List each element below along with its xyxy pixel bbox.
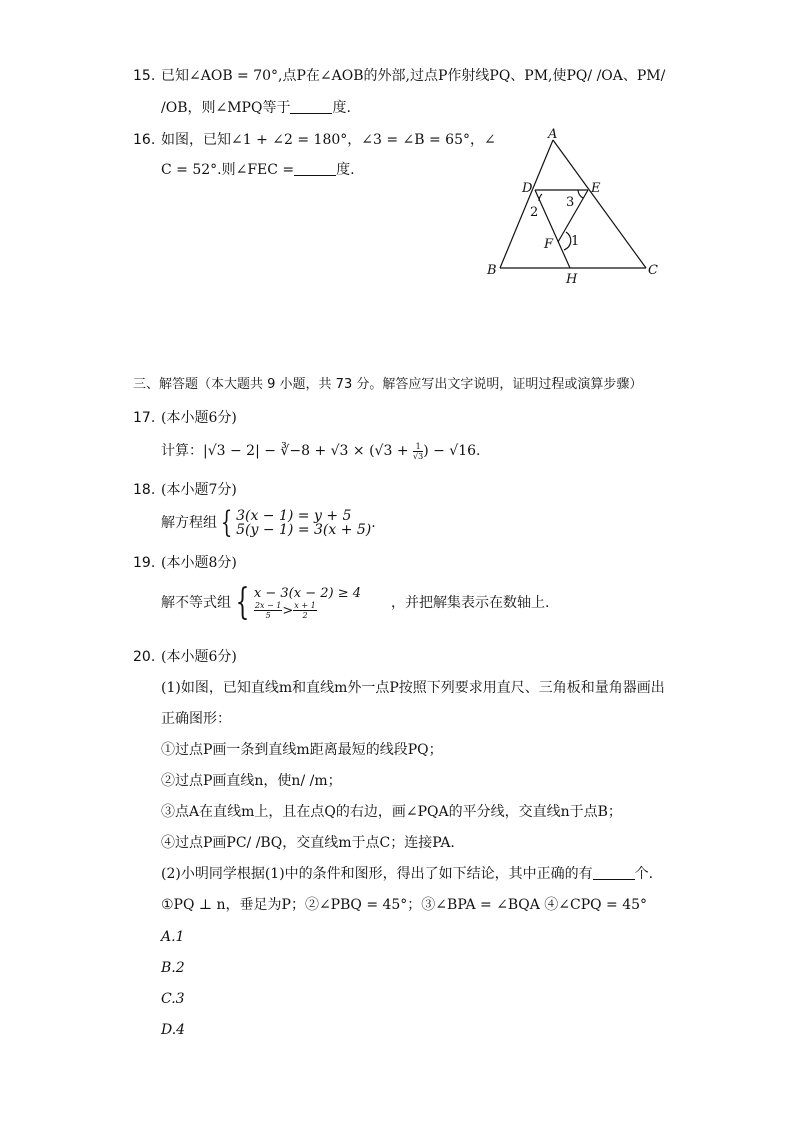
equation-2: 5(y − 1) = 3(x + 5) xyxy=(236,522,372,538)
question-20-part2 xyxy=(161,864,653,884)
fraction-2-numerator: x + 1 xyxy=(294,600,316,610)
question-19-label: 解不等式组 xyxy=(161,595,231,611)
step-3: ③点A在直线m上，且在点Q的右边，画∠PQA的平分线，交直线n于点B； xyxy=(161,804,622,820)
question-20-number: 20. xyxy=(133,649,156,665)
inequality-1: x − 3(x − 2) ≥ 4 xyxy=(253,585,361,601)
question-15-text: /OB，则∠MPQ等于 xyxy=(161,100,291,116)
equation-system xyxy=(236,509,371,537)
label-c: C xyxy=(648,263,658,278)
question-18-label: 解方程组 xyxy=(161,515,217,531)
question-20-score: (本小题6分) xyxy=(161,649,237,665)
question-16-line-1: 如图，已知∠1 + ∠2 = 180°，∠3 = ∠B = 65°，∠ xyxy=(161,132,496,148)
option-b[interactable]: B.2 xyxy=(161,960,185,976)
step-2: ②过点P画直线n，使n/ /m； xyxy=(161,773,342,789)
label-b: B xyxy=(487,263,497,278)
label-angle-2: 2 xyxy=(530,205,539,220)
label-angle-1: 1 xyxy=(571,234,580,249)
question-17-number: 17. xyxy=(133,410,156,426)
answer-blank xyxy=(290,99,332,114)
angle-2-arc xyxy=(539,194,542,201)
question-17-expression xyxy=(161,441,480,461)
question-18-end: . xyxy=(371,515,376,531)
brace: { xyxy=(220,505,233,540)
fraction-2-denominator: 2 xyxy=(302,610,308,620)
question-15-number: 15. xyxy=(133,68,156,84)
step-1: ①过点P画一条到直线m距离最短的线段PQ； xyxy=(161,742,443,758)
question-18-system xyxy=(161,505,376,540)
relation: > xyxy=(282,603,294,618)
question-20-part2-text: (2)小明同学根据(1)中的条件和图形，得出了如下结论，其中正确的有 xyxy=(161,866,593,882)
question-16-text: C = 52°.则∠FEC = xyxy=(161,162,295,178)
question-20-part1-line2: 正确图形： xyxy=(161,711,231,727)
question-20-part1-line1: (1)如图，已知直线m和直线m外一点P按照下列要求用直尺、三角板和量角器画出 xyxy=(161,680,665,696)
triangle-figure xyxy=(480,128,680,288)
fraction-2 xyxy=(293,601,316,620)
fraction-1-numerator: 2x − 1 xyxy=(254,600,282,610)
question-19-tail: ，并把解集表示在数轴上. xyxy=(391,595,550,611)
question-18-score: (本小题7分) xyxy=(161,482,237,498)
angle-1-arc xyxy=(564,232,571,250)
question-15-line-2 xyxy=(161,98,351,118)
equation-1: 3(x − 1) = y + 5 xyxy=(236,508,352,524)
label-d: D xyxy=(522,181,533,196)
fraction-denominator: √3 xyxy=(413,451,424,461)
question-15-line-1: 已知∠AOB = 70°,点P在∠AOB的外部,过点P作射线PQ、PM,使PQ/ /OA、PM/ xyxy=(161,68,666,84)
option-a[interactable]: A.1 xyxy=(161,929,185,945)
question-16-line-2 xyxy=(161,160,355,180)
question-19-score: (本小题8分) xyxy=(161,555,237,571)
fraction-1 xyxy=(254,601,282,620)
brace: { xyxy=(235,582,250,623)
inequality-2 xyxy=(254,601,361,620)
question-19-number: 19. xyxy=(133,555,156,571)
question-16-unit: 度. xyxy=(336,162,355,178)
label-f: F xyxy=(544,237,554,252)
fraction-numerator: 1 xyxy=(413,442,423,452)
question-19-system xyxy=(161,582,550,623)
angle-3-arc xyxy=(578,190,583,198)
option-c[interactable]: C.3 xyxy=(161,991,185,1007)
question-15-unit: 度. xyxy=(332,100,351,116)
expression-part-a: |√3 − 2| − ∛−8 + √3 × (√3 + xyxy=(203,443,409,459)
fraction xyxy=(413,442,423,461)
label-angle-3: 3 xyxy=(566,195,575,210)
step-4: ④过点P画PC/ /BQ，交直线m于点C；连接PA. xyxy=(161,835,455,851)
expression-part-b: ) − √16. xyxy=(423,443,481,459)
question-18-number: 18. xyxy=(133,482,156,498)
label-e: E xyxy=(591,181,601,196)
label-a: A xyxy=(548,128,558,142)
label-h: H xyxy=(566,272,578,287)
question-20-part2-unit: 个. xyxy=(634,866,654,882)
fraction-1-denominator: 5 xyxy=(265,610,271,620)
question-16-number: 16. xyxy=(133,132,156,148)
section-heading: 三、解答题（本大题共 9 小题，共 73 分。解答应写出文字说明，证明过程或演算步骤） xyxy=(133,377,643,392)
conclusions: ①PQ ⊥ n，垂足为P；②∠PBQ = 45°；③∠BPA = ∠BQA ④∠CPQ = 45° xyxy=(161,897,648,913)
question-17-score: (本小题6分) xyxy=(161,410,237,426)
answer-blank xyxy=(593,865,635,880)
question-17-label: 计算： xyxy=(161,443,203,459)
segment-dh xyxy=(535,190,570,268)
answer-blank xyxy=(294,161,336,176)
option-d[interactable]: D.4 xyxy=(161,1022,186,1038)
inequality-system xyxy=(254,587,361,620)
